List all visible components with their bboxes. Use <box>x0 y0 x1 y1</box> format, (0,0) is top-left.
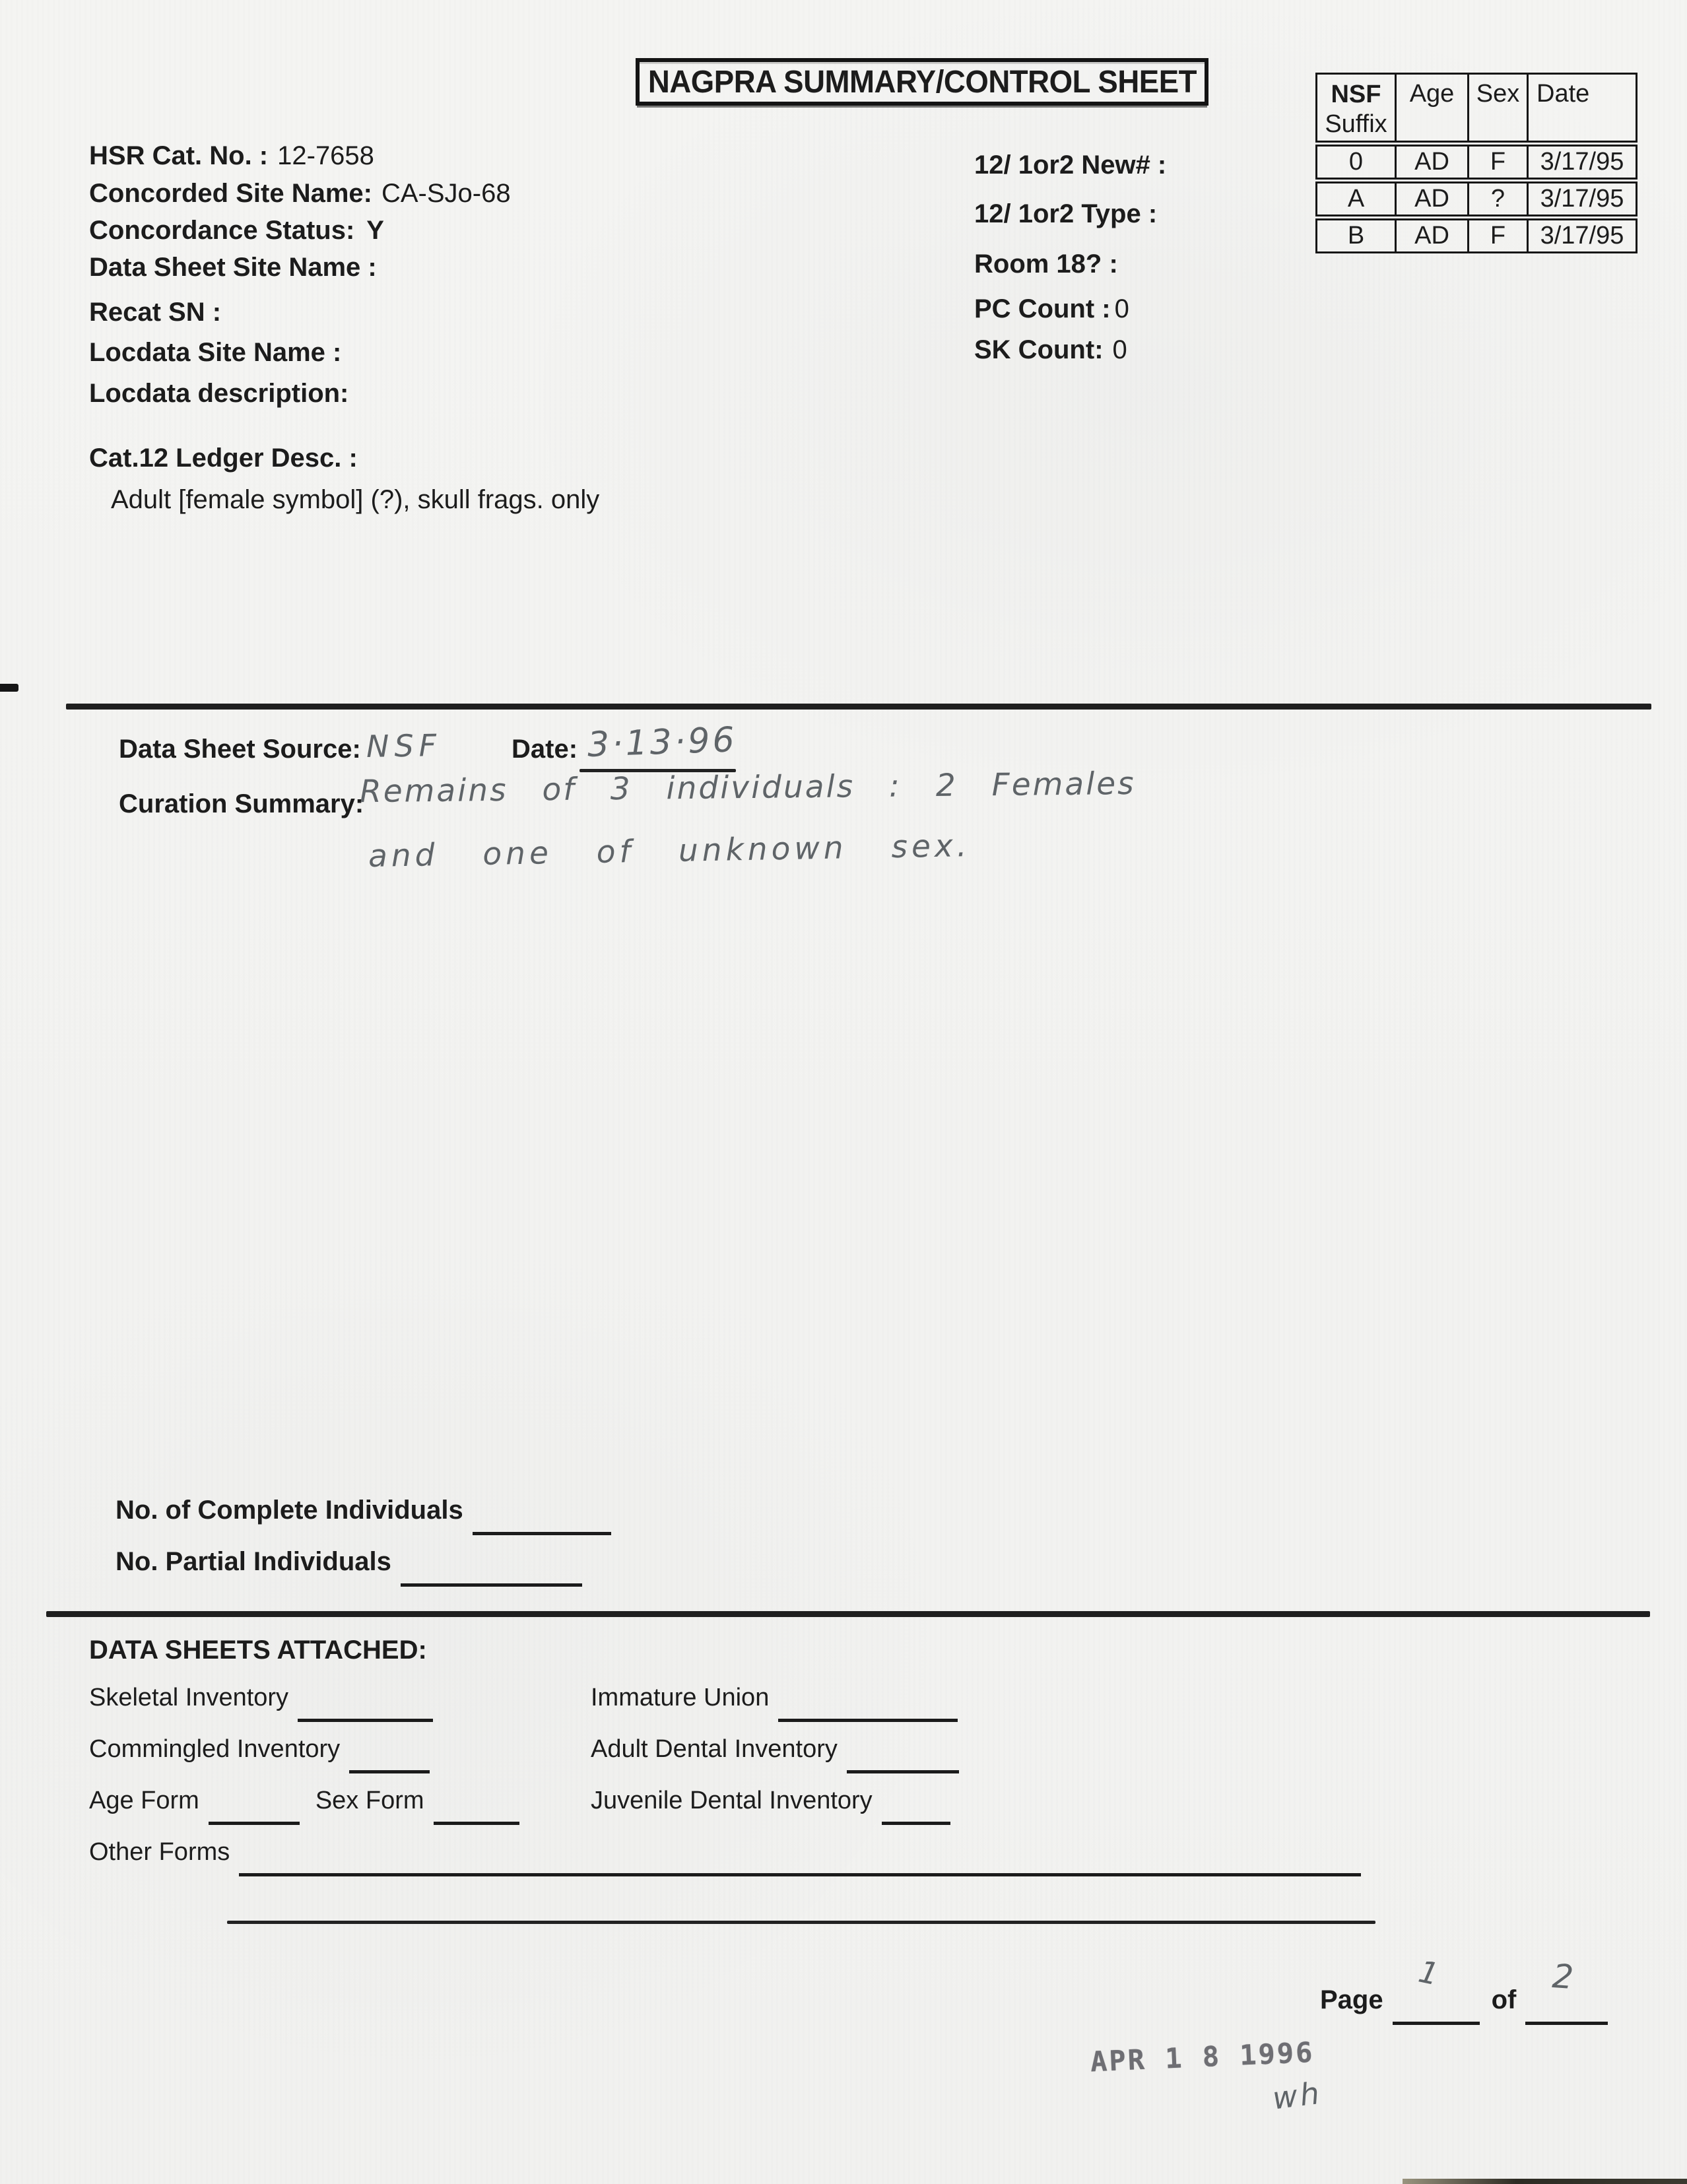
field-value: 12-7658 <box>277 141 374 170</box>
header-suffix: Suffix <box>1325 110 1387 138</box>
field-value: CA-SJo-68 <box>381 179 511 208</box>
fill-in-blank <box>209 1798 300 1825</box>
field-label: PC Count : <box>974 294 1111 323</box>
field-hsr-cat-no <box>89 141 374 176</box>
field-value: 0 <box>1114 294 1129 323</box>
field-label: Sex Form <box>315 1787 424 1814</box>
section-divider <box>66 704 1651 710</box>
ledger-description: Adult [female symbol] (?), skull frags. only <box>111 485 600 514</box>
fill-in-blank <box>473 1508 611 1535</box>
fill-in-blank <box>847 1746 959 1773</box>
scan-edge-mark <box>0 684 18 692</box>
nsf-suffix-table <box>1315 73 1637 253</box>
field-label: Concorded Site Name: <box>89 179 372 208</box>
field-sk-count <box>974 335 1127 370</box>
field-label: 12/ 1or2 Type : <box>974 199 1158 228</box>
handwritten-initials: wh <box>1270 2074 1324 2117</box>
handwritten-source: NSF <box>366 727 442 764</box>
field-12-1or2-type <box>974 199 1157 234</box>
form-title-box <box>636 58 1208 106</box>
field-commingled-inventory <box>89 1735 430 1769</box>
cell-sex: ? <box>1467 183 1527 215</box>
field-label: Immature Union <box>591 1684 770 1711</box>
attached-heading <box>89 1636 427 1671</box>
fill-in-blank <box>401 1560 582 1587</box>
field-locdata-description <box>89 379 348 414</box>
section-divider <box>46 1611 1650 1617</box>
field-label: Juvenile Dental Inventory <box>591 1787 873 1814</box>
field-label: SK Count: <box>974 335 1104 364</box>
header-cell-sex: Sex <box>1467 75 1527 141</box>
field-label: Skeletal Inventory <box>89 1684 289 1711</box>
cell-date: 3/17/95 <box>1527 220 1636 251</box>
handwritten-curation-line1: Remains of 3 individuals : 2 Females <box>359 765 1136 811</box>
field-label: Room 18? : <box>974 249 1118 279</box>
field-label: HSR Cat. No. : <box>89 141 269 170</box>
field-value: 0 <box>1112 335 1127 364</box>
fill-in-blank <box>239 1849 1361 1876</box>
table-row <box>1315 218 1637 253</box>
header-cell-age: Age <box>1395 75 1467 141</box>
cell-sex: F <box>1467 220 1527 251</box>
fill-in-blank <box>1393 1998 1480 2025</box>
cell-suffix: A <box>1347 185 1365 213</box>
field-locdata-site-name <box>89 338 341 373</box>
field-label: Concordance Status: <box>89 216 355 245</box>
cell-sex: F <box>1467 147 1527 178</box>
cell-age: AD <box>1395 220 1467 251</box>
cell-age: AD <box>1395 183 1467 215</box>
field-partial-individuals <box>116 1547 582 1582</box>
blank-line <box>227 1921 1375 1924</box>
header-cell-nsf-suffix <box>1317 75 1395 141</box>
field-label: 12/ 1or2 New# : <box>974 150 1167 180</box>
field-value: Y <box>366 216 384 245</box>
field-label: Recat SN : <box>89 298 222 327</box>
table-row <box>1315 182 1637 216</box>
field-skeletal-inventory <box>89 1683 433 1717</box>
field-label: Age Form <box>89 1787 199 1814</box>
field-cat12-ledger-value <box>111 485 599 520</box>
field-label: Cat.12 Ledger Desc. : <box>89 444 358 473</box>
handwritten-page-number: 1 <box>1415 1953 1442 1993</box>
scan-edge-shadow <box>1403 2179 1687 2184</box>
date-received-stamp: APR 1 8 1996 <box>1090 2035 1315 2078</box>
page-label: Page <box>1320 1985 1383 2014</box>
field-label: Other Forms <box>89 1838 230 1866</box>
field-date <box>512 735 578 770</box>
field-other-forms <box>89 1837 1361 1872</box>
field-complete-individuals <box>116 1496 611 1531</box>
fill-in-blank <box>349 1746 430 1773</box>
field-concorded-site-name <box>89 179 511 214</box>
handwritten-page-total: 2 <box>1551 1956 1575 1997</box>
form-title: NAGPRA SUMMARY/CONTROL SHEET <box>647 64 1197 100</box>
field-juvenile-dental-inventory <box>591 1786 950 1820</box>
table-row <box>1315 145 1637 180</box>
field-label: No. Partial Individuals <box>116 1547 391 1576</box>
field-label: Locdata description: <box>89 379 349 408</box>
field-pc-count <box>974 294 1129 329</box>
handwritten-date: 3·13·96 <box>587 720 738 765</box>
field-12-1or2-new <box>974 150 1166 185</box>
field-data-sheet-source <box>119 735 361 770</box>
of-label: of <box>1491 1985 1517 2014</box>
table-header-row <box>1315 73 1637 143</box>
field-age-sex-form <box>89 1786 519 1820</box>
fill-in-blank <box>434 1798 519 1825</box>
field-label: Data Sheet Source: <box>119 735 361 764</box>
fill-in-blank <box>882 1798 950 1825</box>
fill-in-blank <box>298 1695 433 1722</box>
field-cat12-ledger-label <box>89 444 358 479</box>
field-label: Date: <box>512 735 578 764</box>
field-label: Commingled Inventory <box>89 1735 341 1763</box>
header-nsf: NSF <box>1331 81 1381 108</box>
cell-date: 3/17/95 <box>1527 147 1636 178</box>
field-adult-dental-inventory <box>591 1735 959 1769</box>
handwritten-curation-line2: and one of unknown sex. <box>368 828 972 875</box>
field-recat-sn <box>89 298 221 333</box>
field-label: Adult Dental Inventory <box>591 1735 838 1763</box>
header-cell-date: Date <box>1527 75 1636 141</box>
field-label: No. of Complete Individuals <box>116 1496 463 1525</box>
field-label: Curation Summary: <box>119 789 364 818</box>
section-heading: DATA SHEETS ATTACHED: <box>89 1636 427 1665</box>
cell-date: 3/17/95 <box>1527 183 1636 215</box>
field-label: Locdata Site Name : <box>89 338 342 367</box>
fill-in-blank <box>778 1695 958 1722</box>
fill-in-blank <box>1525 1998 1608 2025</box>
cell-suffix: B <box>1347 222 1365 249</box>
field-label: Data Sheet Site Name : <box>89 253 377 282</box>
field-data-sheet-site-name <box>89 253 377 288</box>
field-concordance-status <box>89 216 384 251</box>
field-curation-summary <box>119 789 364 824</box>
field-immature-union <box>591 1683 958 1717</box>
cell-age: AD <box>1395 147 1467 178</box>
cell-suffix: 0 <box>1348 148 1364 176</box>
field-room-18 <box>974 249 1118 284</box>
